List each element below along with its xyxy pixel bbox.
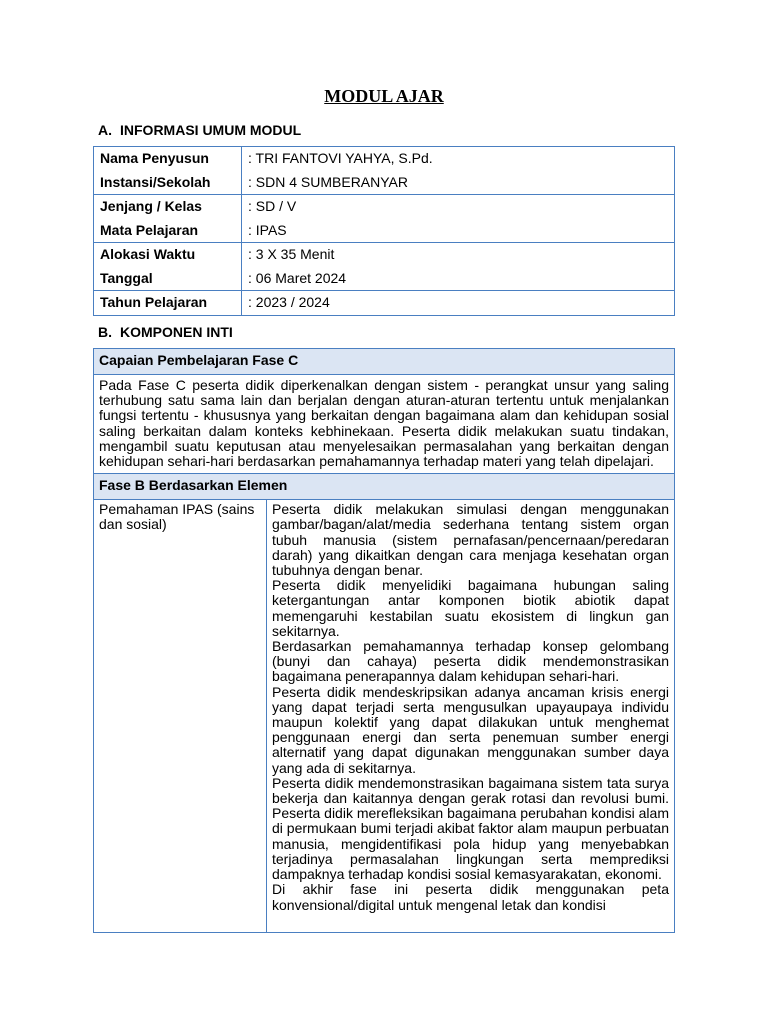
description-paragraph: Berdasarkan pemahamannya terhadap konsep gelombang (bunyi dan cahaya) peserta didik mendemonstrasikan bagaimana penerapannya dalam kehidupan sehari-hari. <box>272 638 669 685</box>
info-value: : 2023 / 2024 <box>248 294 330 310</box>
info-value: : 06 Maret 2024 <box>248 269 347 286</box>
info-value: : SD / V <box>248 198 297 214</box>
section-a-title: INFORMASI UMUM MODUL <box>120 122 302 138</box>
info-table <box>93 146 675 316</box>
info-value: : IPAS <box>248 221 287 238</box>
capaian-text: Pada Fase C peserta didik diperkenalkan dengan sistem - perangkat unsur yang saling terhubung satu sama lain dan berjalan dengan aturan-aturan tertentu untuk menjalankan fungsi tertentu - khususnya yang berkaitan dengan bagaimana alam dan kehidupan sosial saling berkaitan dalam konteks kebhinekaan. Peserta didik melakukan suatu tindakan, mengambil suatu keputusan atau menyelesaikan permasalahan yang berkaitan dengan kehidupan sehari-hari berdasarkan pemahamannya terhadap materi yang telah dipelajari. <box>94 375 675 474</box>
info-label: Nama Penyusun <box>100 150 209 166</box>
capaian-header: Capaian Pembelajaran Fase C <box>94 349 675 375</box>
info-label: Mata Pelajaran <box>100 221 199 238</box>
info-label: Tahun Pelajaran <box>100 294 208 310</box>
info-label: Instansi/Sekolah <box>100 173 211 190</box>
info-group <box>94 195 675 243</box>
info-labels <box>94 291 242 316</box>
info-label: Alokasi Waktu <box>100 246 196 262</box>
info-group <box>94 291 675 316</box>
core-component-table <box>93 348 675 933</box>
section-b-title: KOMPONEN INTI <box>120 324 233 340</box>
description-paragraph: Peserta didik mendemonstrasikan bagaimana sistem tata surya bekerja dan kaitannya dengan gerak rotasi dan revolusi bumi. Peserta didik merefleksikan bagaimana perubahan kondisi alam di permukaan bumi terjadi akibat faktor alam maupun perbuatan manusia, mengidentifikasi pola hidup yang menyebabkan terjadinya permasalahan lingkungan serta memprediksi dampaknya terhadap kondisi sosial kemasyarakatan, ekonomi. <box>272 774 669 883</box>
fase-b-header: Fase B Berdasarkan Elemen <box>94 474 675 500</box>
info-labels <box>94 243 242 291</box>
info-labels <box>94 195 242 243</box>
section-a-heading <box>98 122 301 138</box>
info-value: : SDN 4 SUMBERANYAR <box>248 173 408 190</box>
info-values <box>242 147 675 195</box>
section-b-heading <box>98 324 233 340</box>
description-paragraph: Peserta didik melakukan simulasi dengan menggunakan gambar/bagan/alat/media sederhana tentang sistem organ tubuh manusia (sistem pernafasan/pencernaan/peredaran darah) yang dikaitkan dengan cara menjaga kesehatan organ tubuhnya dengan benar. <box>272 501 669 579</box>
description-paragraph: Peserta didik mendeskripsikan adanya ancaman krisis energi yang dapat terjadi serta mengusulkan upayaupaya individu maupun kolektif yang dapat dilakukan untuk menghemat penggunaan energi dan serta penemuan sumber energi alternatif yang dapat digunakan menggunakan sumber daya yang ada di sekitarnya. <box>272 683 669 776</box>
document-title: MODUL AJAR <box>324 86 444 106</box>
element-description <box>267 500 675 933</box>
description-paragraph: Di akhir fase ini peserta didik menggunakan peta konvensional/digital untuk mengenal letak dan kondisi <box>272 881 669 913</box>
section-b-number: B. <box>98 324 112 340</box>
info-group <box>94 243 675 291</box>
info-group <box>94 147 675 195</box>
info-labels <box>94 147 242 195</box>
description-paragraph: Peserta didik menyelidiki bagaimana hubungan saling ketergantungan antar komponen biotik abiotik dapat memengaruhi kestabilan suatu ekosistem di lingkun gan sekitarnya. <box>272 577 669 639</box>
info-values <box>242 243 675 291</box>
info-values <box>242 291 675 316</box>
info-values <box>242 195 675 243</box>
info-value: : 3 X 35 Menit <box>248 246 335 262</box>
info-label: Jenjang / Kelas <box>100 198 202 214</box>
section-a-number: A. <box>98 122 112 138</box>
element-name: Pemahaman IPAS (sains dan sosial) <box>94 500 267 933</box>
info-value: : TRI FANTOVI YAHYA, S.Pd. <box>248 150 433 166</box>
info-label: Tanggal <box>100 269 153 286</box>
